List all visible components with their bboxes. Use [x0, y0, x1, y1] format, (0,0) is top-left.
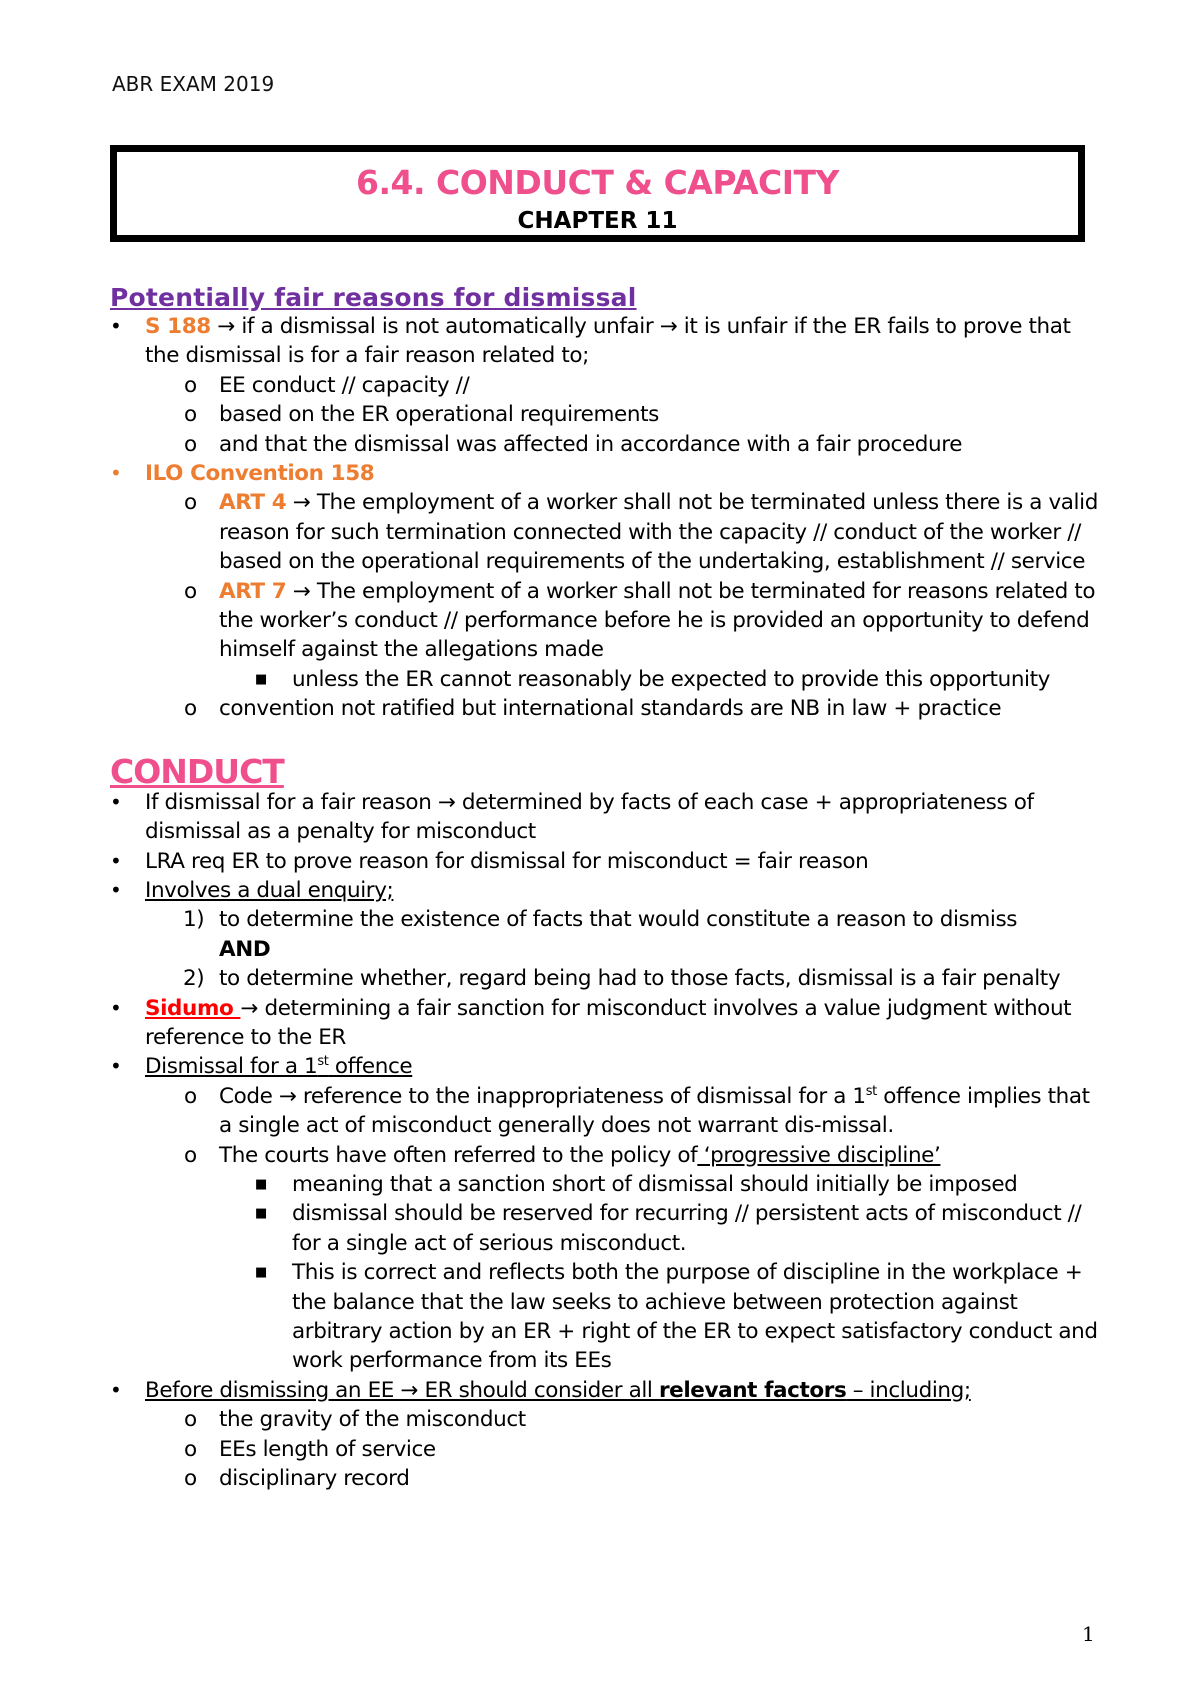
bullet-icon: •: [110, 314, 122, 338]
section-heading-fair-reasons: Potentially fair reasons for dismissal: [110, 283, 637, 312]
list-item-art7: [110, 577, 1100, 665]
list-item: [110, 1258, 1100, 1376]
list-item: [110, 1405, 1100, 1434]
bullet-icon: •: [110, 1054, 122, 1079]
list-item-text: EE conduct // capacity //: [219, 372, 470, 398]
numbered-item: [110, 964, 1100, 993]
art4-text: → The employment of a worker shall not be terminated unless there is a valid reason for such termination connected with the capacity // conduct of the worker // based on the operational requirements of the undertaking, establishment // service: [219, 490, 1098, 575]
item-number: 2): [183, 966, 205, 992]
square-bullet-icon: ■: [255, 1176, 267, 1192]
bullet-icon: •: [110, 1377, 122, 1402]
code-text-pre: Code → reference to the inappropriateness of dismissal for a 1: [219, 1083, 866, 1109]
circle-bullet-icon: o: [184, 578, 197, 604]
list-item-text: convention not ratified but international standards are NB in law + practice: [219, 696, 1002, 722]
progressive-discipline-term: ‘progressive discipline’: [697, 1142, 941, 1168]
list-item: [110, 400, 1100, 429]
page-number: 1: [1082, 1622, 1095, 1646]
list-item-s188: [110, 312, 1100, 371]
sidumo-text: → determining a fair sanction for misconduct involves a value judgment without reference to the ER: [145, 995, 1072, 1050]
bullet-icon: •: [110, 848, 122, 873]
list-item: [110, 788, 1100, 847]
list-item-text: LRA req ER to prove reason for dismissal for misconduct = fair reason: [145, 848, 869, 874]
list-item: [110, 1464, 1100, 1493]
bullet-icon: •: [110, 877, 122, 902]
list-item: [110, 371, 1100, 400]
item-number: 1): [183, 907, 205, 933]
list-item: [110, 847, 1100, 876]
document-body: [110, 281, 1100, 1493]
list-item-art4: [110, 488, 1100, 576]
list-item-first-offence: [110, 1052, 1100, 1081]
list-item-text: based on the ER operational requirements: [219, 402, 659, 428]
sidumo-case-label: Sidumo: [145, 995, 241, 1021]
bullet-icon: •: [110, 995, 122, 1020]
list-item-text: EEs length of service: [219, 1436, 436, 1462]
list-item-sidumo: [110, 994, 1100, 1053]
list-item-text: dismissal should be reserved for recurring // persistent acts of misconduct // for a single act of serious misconduct.: [292, 1201, 1082, 1256]
list-item: [110, 1435, 1100, 1464]
list-item-text: and that the dismissal was affected in accordance with a fair procedure: [219, 431, 963, 457]
first-offence-heading: Dismissal for a 1st offence: [145, 1054, 413, 1080]
page-title: 6.4. CONDUCT & CAPACITY: [356, 163, 839, 202]
list-item-text: If dismissal for a fair reason → determined by facts of each case + appropriateness of dismissal as a penalty for misconduct: [145, 789, 1034, 845]
list-item-text: disciplinary record: [219, 1466, 410, 1492]
ilo-label: ILO Convention 158: [145, 461, 375, 487]
circle-bullet-icon: o: [184, 696, 197, 722]
title-box: [110, 145, 1085, 242]
section-heading-conduct: CONDUCT: [110, 751, 284, 791]
list-item: [110, 430, 1100, 459]
list-item: [110, 665, 1100, 694]
circle-bullet-icon: o: [184, 1407, 197, 1433]
square-bullet-icon: ■: [255, 1206, 267, 1222]
art4-label: ART 4: [219, 490, 287, 516]
list-item: [110, 1170, 1100, 1199]
list-item: [110, 694, 1100, 723]
bullet-icon: •: [110, 789, 122, 814]
chapter-subtitle: CHAPTER 11: [517, 208, 678, 234]
circle-bullet-icon: o: [184, 372, 197, 398]
circle-bullet-icon: o: [184, 431, 197, 457]
courts-text: The courts have often referred to the policy of: [219, 1142, 698, 1168]
list-item-text: Involves a dual enquiry;: [145, 877, 394, 903]
art7-text: → The employment of a worker shall not be terminated for reasons related to the worker’s conduct // performance before he is provided an opportunity to defend himself against the allegations made: [219, 578, 1096, 663]
list-item-text: to determine the existence of facts that would constitute a reason to dismiss: [219, 907, 1018, 933]
list-item-text: to determine whether, regard being had to those facts, dismissal is a fair penalty: [219, 966, 1061, 992]
square-bullet-icon: ■: [255, 1265, 267, 1281]
list-item: [110, 1199, 1100, 1258]
s188-label: S 188: [145, 314, 211, 339]
circle-bullet-icon: o: [184, 1083, 197, 1109]
list-item-text: This is correct and reflects both the purpose of discipline in the workplace + the balance that the law seeks to achieve between protection against arbitrary action by an ER + right of the ER to expect satisfactory conduct and work performance from its EEs: [292, 1260, 1098, 1374]
numbered-item: [110, 905, 1100, 964]
before-dismissing-text: Before dismissing an EE → ER should consider all relevant factors – including;: [145, 1377, 971, 1403]
code-text-post: offence implies that a single act of misconduct generally does not warrant dis-missal.: [219, 1083, 1090, 1139]
circle-bullet-icon: o: [184, 1436, 197, 1462]
list-item-courts: [110, 1141, 1100, 1170]
list-item-code: o Code → reference to the inappropriateness of dismissal for a 1st offence implies that a single act of misconduct generally does not warrant dis-missal.: [184, 1083, 1090, 1139]
s188-text: → if a dismissal is not automatically unfair → it is unfair if the ER fails to prove that the dismissal is for a fair reason related to;: [145, 314, 1071, 369]
bullet-icon: •: [110, 461, 122, 486]
list-item-before-dismissing: [110, 1376, 1100, 1405]
and-connector: AND: [219, 936, 271, 962]
square-bullet-icon: ■: [255, 671, 267, 687]
list-item-ilo: [110, 459, 1100, 488]
list-item-text: the gravity of the misconduct: [219, 1407, 526, 1433]
circle-bullet-icon: o: [184, 490, 197, 516]
list-item: [110, 876, 1100, 905]
running-header: ABR EXAM 2019: [112, 72, 275, 96]
circle-bullet-icon: o: [184, 1466, 197, 1492]
circle-bullet-icon: o: [184, 402, 197, 428]
list-item-text: unless the ER cannot reasonably be expected to provide this opportunity: [292, 666, 1050, 692]
art7-label: ART 7: [219, 578, 287, 604]
circle-bullet-icon: o: [184, 1142, 197, 1168]
list-item-text: meaning that a sanction short of dismissal should initially be imposed: [292, 1171, 1018, 1197]
